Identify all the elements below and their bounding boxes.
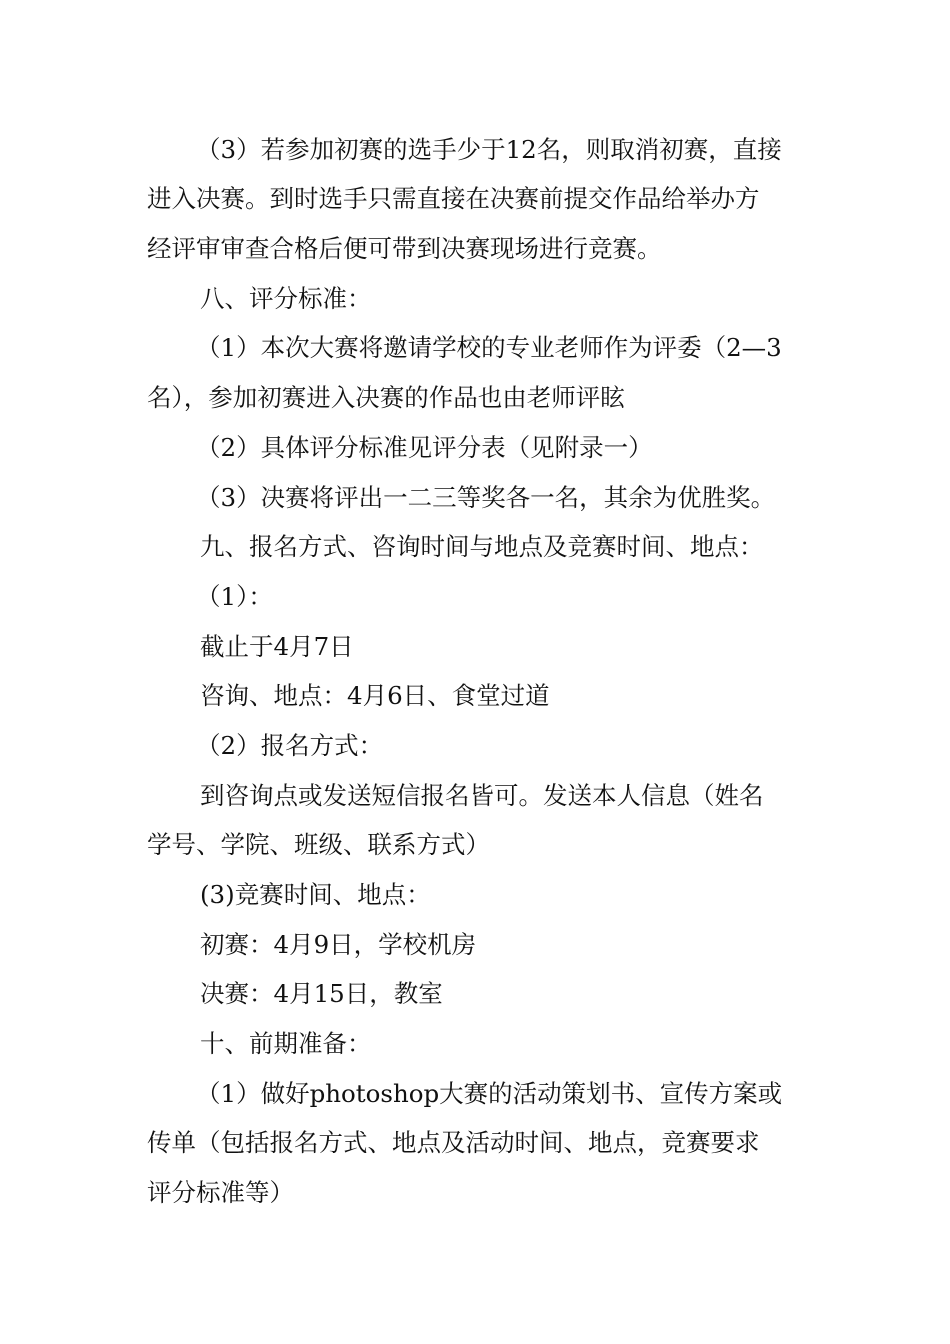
paragraph-line: 进入决赛。到时选手只需直接在决赛前提交作品给举办方 (147, 184, 760, 213)
paragraph-line: 评分标准等） (147, 1178, 294, 1207)
paragraph-line: 学号、学院、班级、联系方式） (147, 830, 490, 859)
paragraph-line: (3)竞赛时间、地点： (200, 880, 431, 909)
paragraph-line: 传单（包括报名方式、地点及活动时间、地点，竞赛要求 (147, 1128, 760, 1157)
paragraph-line: 初赛：4月9日，学校机房 (200, 930, 477, 959)
section-heading: 八、评分标准： (200, 284, 372, 313)
paragraph-line: 到咨询点或发送短信报名皆可。发送本人信息（姓名 (200, 781, 764, 810)
paragraph-line: （1）本次大赛将邀请学校的专业老师作为评委（2—3 (196, 333, 782, 362)
paragraph-line: （2）报名方式： (196, 731, 384, 760)
section-heading: 九、报名方式、咨询时间与地点及竞赛时间、地点： (200, 532, 764, 561)
paragraph-line: （1）做好photoshop大赛的活动策划书、宣传方案或 (196, 1079, 783, 1108)
paragraph-line: 经评审审查合格后便可带到决赛现场进行竞赛。 (147, 234, 662, 263)
paragraph-line: （3）若参加初赛的选手少于12名，则取消初赛，直接 (196, 135, 782, 164)
paragraph-line: （2）具体评分标准见评分表（见附录一） (196, 433, 653, 462)
paragraph-line: 截止于4月7日 (200, 632, 354, 661)
paragraph-line: （1）： (196, 582, 273, 611)
paragraph-line: 名），参加初赛进入决赛的作品也由老师评眩 (147, 383, 625, 412)
paragraph-line: 决赛：4月15日，教室 (200, 979, 443, 1008)
section-heading: 十、前期准备： (200, 1029, 372, 1058)
paragraph-line: （3）决赛将评出一二三等奖各一名，其余为优胜奖。 (196, 483, 776, 512)
paragraph-line: 咨询、地点：4月6日、食堂过道 (200, 681, 550, 710)
